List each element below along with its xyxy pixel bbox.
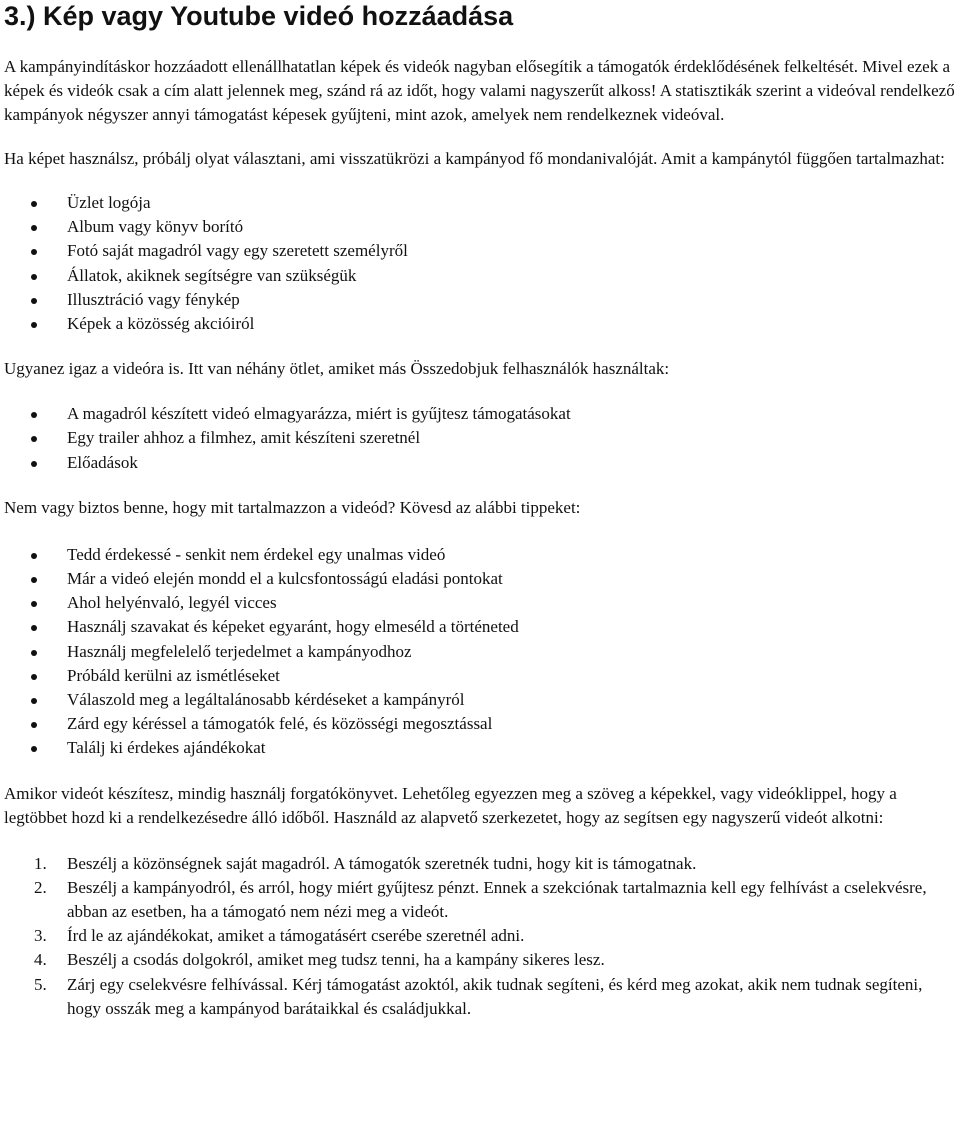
list-item: Ahol helyénvaló, legyél vicces <box>4 591 956 615</box>
video-ideas-paragraph: Ugyanez igaz a videóra is. Itt van néhány ötlet, amiket más Összedobjuk felhasználók használtak: <box>4 359 670 379</box>
step-number: 1. <box>34 853 47 873</box>
step-item <box>4 973 956 1021</box>
script-paragraph: Amikor videót készítesz, mindig használj forgatókönyvet. Lehetőleg egyezzen meg a szöveg a képekkel, vagy videóklippel, hogy a legtöbbet hozd ki a rendelkezésedre álló időből. Használd az alapvető szerkezetet, hogy az segítsen egy nagyszerű videót alkotni: <box>4 783 897 827</box>
step-item <box>4 852 956 876</box>
list-item: Tedd érdekessé - senkit nem érdekel egy unalmas videó <box>4 543 956 567</box>
step-number: 5. <box>34 974 47 994</box>
list-item: Használj megfelelelő terjedelmet a kampányodhoz <box>4 640 956 664</box>
step-text: Beszélj a közönségnek saját magadról. A támogatók szeretnék tudni, hogy kit is támogatnak. <box>67 853 697 873</box>
list-item: Találj ki érdekes ajándékokat <box>4 736 956 760</box>
image-tip-paragraph: Ha képet használsz, próbálj olyat választani, ami visszatükrözi a kampányod fő mondanivalóját. Amit a kampánytól függően tartalmazhat: <box>4 149 945 168</box>
list-item: Album vagy könyv borító <box>4 215 956 239</box>
step-item <box>4 948 956 972</box>
list-item: Használj szavakat és képeket egyaránt, hogy elmeséld a történeted <box>4 615 956 639</box>
video-structure-steps <box>4 852 956 1021</box>
step-text: Zárj egy cselekvésre felhívással. Kérj támogatást azoktól, akik tudnak segíteni, és kérd meg azokat, akik nem tudnak segíteni, hogy osszák meg a kampányod barátaikkal és családjukkal. <box>67 974 923 1018</box>
list-item: Képek a közösség akcióiról <box>4 312 956 336</box>
list-item: Egy trailer ahhoz a filmhez, amit készíteni szeretnél <box>4 426 956 450</box>
step-number: 2. <box>34 877 47 897</box>
list-item: Válaszold meg a legáltalánosabb kérdéseket a kampányról <box>4 688 956 712</box>
list-item: Illusztráció vagy fénykép <box>4 288 956 312</box>
video-tips-list <box>4 543 956 761</box>
step-number: 3. <box>34 926 47 946</box>
intro-paragraph: A kampányindításkor hozzáadott ellenállhatatlan képek és videók nagyban elősegítik a támogatók érdeklődésének felkeltését. Mivel ezek a képek és videók csak a cím alatt jelennek meg, szánd rá az időt, hogy valami nagyszerűt alkoss! A statisztikák szerint a videóval rendelkező kampányok négyszer annyi támogatást képesek gyűjteni, mint azok, amelyek nem rendelkeznek videóval. <box>4 57 955 124</box>
step-item <box>4 924 956 948</box>
step-number: 4. <box>34 950 47 970</box>
list-item: Üzlet logója <box>4 191 956 215</box>
list-item: Zárd egy kéréssel a támogatók felé, és közösségi megosztással <box>4 712 956 736</box>
video-ideas-list <box>4 402 956 475</box>
step-item <box>4 876 956 924</box>
step-text: Beszélj a kampányodról, és arról, hogy miért gyűjtesz pénzt. Ennek a szekciónak tartalmaznia kell egy felhívást a cselekvésre, abban az esetben, ha a támogató nem nézi meg a videót. <box>67 877 927 922</box>
list-item: Már a videó elején mondd el a kulcsfontosságú eladási pontokat <box>4 567 956 591</box>
list-item: Előadások <box>4 451 956 475</box>
video-tips-paragraph: Nem vagy biztos benne, hogy mit tartalmazzon a videód? Kövesd az alábbi tippeket: <box>4 497 581 517</box>
section-title: 3.) Kép vagy Youtube videó hozzáadása <box>4 1 514 31</box>
list-item: Próbáld kerülni az ismétléseket <box>4 664 956 688</box>
step-text: Beszélj a csodás dolgokról, amiket meg tudsz tenni, ha a kampány sikeres lesz. <box>67 950 605 970</box>
image-ideas-list <box>4 191 956 336</box>
step-text: Írd le az ajándékokat, amiket a támogatásért cserébe szeretnél adni. <box>67 926 525 946</box>
list-item: Állatok, akiknek segítségre van szükségük <box>4 264 956 288</box>
list-item: A magadról készített videó elmagyarázza, miért is gyűjtesz támogatásokat <box>4 402 956 426</box>
list-item: Fotó saját magadról vagy egy szeretett személyről <box>4 239 956 263</box>
